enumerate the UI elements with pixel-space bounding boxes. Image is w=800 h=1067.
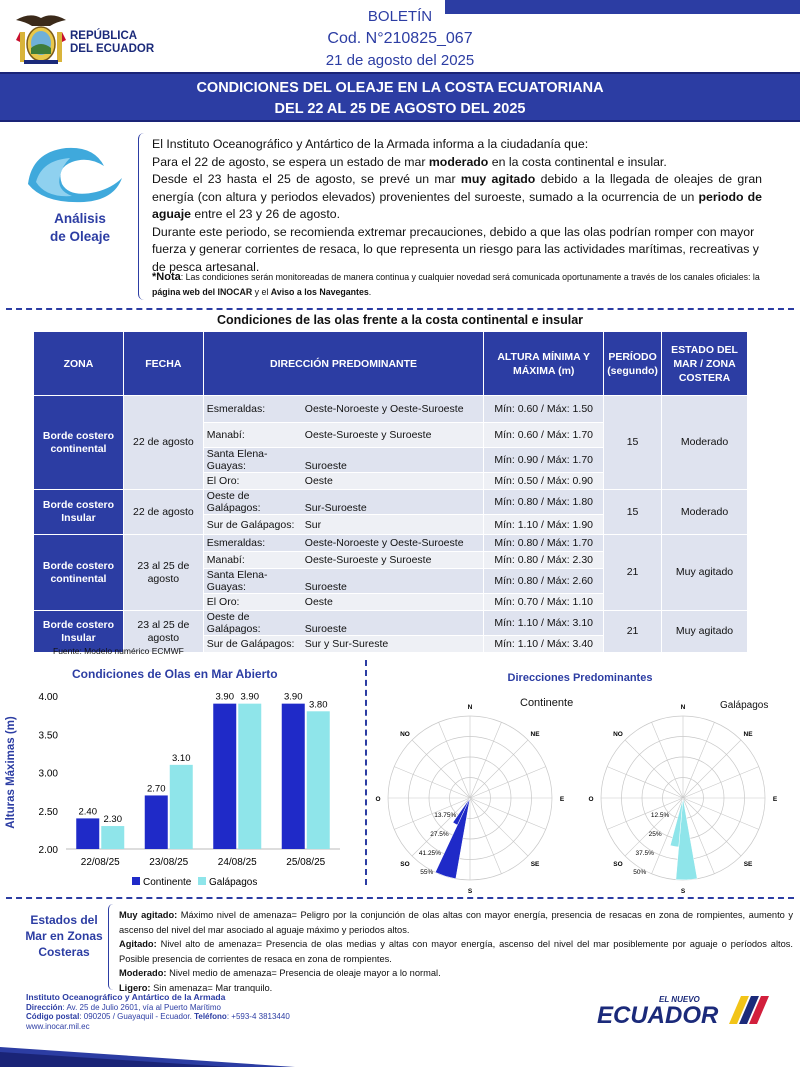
direction-cell: Oeste de Galápagos: Sur-Suroeste bbox=[203, 490, 484, 515]
state-cell: Muy agitado bbox=[662, 611, 748, 653]
rose-direction-label: E bbox=[772, 796, 778, 803]
footer-postal: Código postal: 090205 / Guayaquil - Ecuador. Teléfono: +593-4 3813440 bbox=[26, 1012, 290, 1021]
rose-ring-label: 50% bbox=[633, 869, 647, 877]
intro-p2: Para el 22 de agosto, se espera un estado de mar moderado en la costa continental e insular. bbox=[152, 154, 667, 169]
rose-direction-label: E bbox=[559, 796, 565, 803]
bar-value-label: 3.80 bbox=[309, 699, 328, 711]
height-cell: Mín: 0.80 / Máx: 2.60 bbox=[484, 569, 604, 594]
rose-chart-continente bbox=[375, 698, 565, 898]
rose-spoke bbox=[470, 798, 528, 856]
height-cell: Mín: 0.80 / Máx: 1.80 bbox=[484, 490, 604, 515]
rose-ring-label: 37.5% bbox=[635, 850, 654, 858]
footer bbox=[26, 993, 290, 1031]
rose-direction-label: SO bbox=[400, 861, 410, 869]
height-cell: Mín: 0.60 / Máx: 1.50 bbox=[484, 396, 604, 423]
y-tick-label: 2.50 bbox=[38, 806, 58, 818]
footer-institution: Instituto Oceanográfico y Antártico de la Armada bbox=[26, 992, 226, 1002]
period-cell: 15 bbox=[604, 396, 662, 490]
sea-states-legend bbox=[119, 908, 793, 995]
rose-direction-label: S bbox=[467, 888, 473, 895]
col-direction: DIRECCIÓN PREDOMINANTE bbox=[203, 332, 484, 396]
state-cell: Moderado bbox=[662, 490, 748, 535]
date-cell: 22 de agosto bbox=[123, 396, 203, 490]
x-tick-label: 24/08/25 bbox=[217, 857, 257, 868]
bar-galápagos bbox=[170, 765, 193, 849]
y-tick-label: 4.00 bbox=[38, 692, 58, 703]
intro-p4: Durante este periodo, se recomienda extremar precauciones, debido a que las olas podrían romper con mayor fuerza y generar corrientes de resaca, lo que representa un riesgo para las actividades marítimas, recreativas y de pesca artesanal. bbox=[152, 224, 759, 274]
rose-spoke bbox=[412, 740, 470, 798]
bar-chart bbox=[0, 682, 360, 892]
rose-chart-title: Direcciones Predominantes bbox=[507, 672, 653, 684]
date-cell: 23 al 25 de agosto bbox=[123, 535, 203, 611]
height-cell: Mín: 0.50 / Máx: 0.90 bbox=[484, 473, 604, 490]
rose-direction-label: N bbox=[680, 704, 686, 711]
col-date: FECHA bbox=[123, 332, 203, 396]
bar-value-label: 3.90 bbox=[240, 691, 259, 703]
direction-cell: Esmeraldas: Oeste-Noroeste y Oeste-Suroeste bbox=[203, 535, 484, 552]
rose-direction-label: SE bbox=[743, 861, 753, 869]
col-period: PERÍODO (segundo) bbox=[604, 332, 662, 396]
rose-spoke bbox=[625, 798, 683, 856]
bar-value-label: 2.40 bbox=[78, 806, 97, 818]
direction-cell: Manabí: Oeste-Suroeste y Suroeste bbox=[203, 552, 484, 569]
period-cell: 15 bbox=[604, 490, 662, 535]
height-cell: Mín: 1.10 / Máx: 3.10 bbox=[484, 611, 604, 636]
table-row bbox=[34, 490, 748, 515]
legend-swatch bbox=[198, 877, 206, 885]
rose-direction-label: N bbox=[467, 704, 473, 711]
bulletin-label: BOLETÍN bbox=[367, 8, 433, 25]
zone-cell: Borde costero continental bbox=[34, 535, 124, 611]
y-tick-label: 2.00 bbox=[38, 845, 58, 856]
height-cell: Mín: 0.70 / Máx: 1.10 bbox=[484, 594, 604, 611]
bar-value-label: 3.90 bbox=[215, 691, 234, 703]
svg-text:ECUADOR: ECUADOR bbox=[597, 1002, 719, 1028]
footer-decoration-dark bbox=[0, 1052, 230, 1067]
rose-spoke bbox=[683, 740, 741, 798]
chart-divider bbox=[365, 660, 367, 885]
legend-label: Galápagos bbox=[209, 877, 258, 888]
bar-continente bbox=[76, 818, 99, 849]
col-zone: ZONA bbox=[34, 332, 124, 396]
x-tick-label: 25/08/25 bbox=[286, 857, 326, 868]
date-cell: 23 al 25 de agosto bbox=[123, 611, 203, 653]
rose-ring-label: 12.5% bbox=[650, 812, 670, 820]
rose-direction-label: NE bbox=[743, 730, 753, 738]
intro-p1: El Instituto Oceanográfico y Antártico de la Armada informa a la ciudadanía que: bbox=[152, 137, 589, 151]
bar-chart-title: Condiciones de Olas en Mar Abierto bbox=[72, 667, 278, 681]
rose-direction-label: SE bbox=[530, 861, 540, 869]
height-cell: Mín: 0.80 / Máx: 1.70 bbox=[484, 535, 604, 552]
wave-icon bbox=[22, 140, 126, 204]
period-cell: 21 bbox=[604, 535, 662, 611]
legend-swatch bbox=[132, 877, 140, 885]
section-divider bbox=[6, 308, 794, 310]
zone-cell: Borde costero Insular bbox=[34, 611, 124, 653]
footer-address: Dirección: Av. 25 de Julio 2601, vía al Puerto Marítimo bbox=[26, 1002, 221, 1012]
analysis-text bbox=[152, 136, 762, 276]
direction-cell: Oeste de Galápagos: Suroeste bbox=[203, 611, 484, 636]
rose-direction-label: O bbox=[588, 796, 594, 803]
rose-direction-label: SO bbox=[613, 861, 623, 869]
intro-p3: Desde el 23 hasta el 25 de agosto, se prevé un mar muy agitado debido a la llegada de oleajes de gran energía (con altura y periodos elevados) provenientes del suroeste, sumado a la ocurrencia de un periodo de aguaje entre el 23 y 26 de agosto. bbox=[152, 172, 762, 221]
bar-galápagos bbox=[238, 704, 261, 849]
table-row bbox=[34, 535, 748, 552]
svg-text:EL NUEVO: EL NUEVO bbox=[659, 995, 700, 1004]
col-height: ALTURA MÍNIMA Y MÁXIMA (m) bbox=[484, 332, 604, 396]
bar-galápagos bbox=[307, 711, 330, 849]
state-cell: Muy agitado bbox=[662, 535, 748, 611]
table-row bbox=[34, 396, 748, 423]
rose-ring-label: 41.25% bbox=[418, 850, 441, 858]
height-cell: Mín: 1.10 / Máx: 3.40 bbox=[484, 636, 604, 653]
coat-of-arms-icon bbox=[12, 10, 70, 68]
zone-cell: Borde costero continental bbox=[34, 396, 124, 490]
height-cell: Mín: 0.60 / Máx: 1.70 bbox=[484, 423, 604, 448]
rose-ring-label: 25% bbox=[648, 831, 662, 839]
state-cell: Moderado bbox=[662, 396, 748, 490]
x-tick-label: 23/08/25 bbox=[149, 857, 189, 868]
direction-cell: Esmeraldas: Oeste-Noroeste y Oeste-Suroeste bbox=[203, 396, 484, 423]
direction-cell: Santa Elena-Guayas: Suroeste bbox=[203, 569, 484, 594]
wave-conditions-table bbox=[33, 331, 748, 653]
analysis-label: Análisis de Oleaje bbox=[49, 211, 111, 244]
rose-ring-label: 13.75% bbox=[434, 812, 457, 820]
table-source: Fuente: Modelo numérico ECMWF bbox=[53, 646, 184, 656]
direction-cell: Sur de Galápagos: Sur bbox=[203, 515, 484, 535]
intro-brace bbox=[138, 133, 150, 300]
rose-spoke bbox=[625, 740, 683, 798]
rose-direction-label: NO bbox=[613, 730, 623, 738]
bar-continente bbox=[213, 704, 236, 849]
zone-cell: Borde costero Insular bbox=[34, 490, 124, 535]
rose-continente-label: Continente bbox=[520, 697, 574, 709]
rose-galapagos-label: Galápagos bbox=[720, 700, 769, 711]
y-tick-label: 3.00 bbox=[38, 768, 58, 780]
col-state: ESTADO DEL MAR / ZONA COSTERA bbox=[662, 332, 748, 396]
country-name: REPÚBLICA DEL ECUADOR bbox=[70, 30, 155, 55]
state-agitado: Agitado: Nivel alto de amenaza= Presencia de olas medias y altas con mayor energía, ascenso del nivel del mar posiblemente por aguaje o períodos altos. Posible presencia de corrientes de resaca en zona de rompientes. bbox=[119, 939, 793, 964]
height-cell: Mín: 1.10 / Máx: 1.90 bbox=[484, 515, 604, 535]
y-axis-label: Alturas Máximas (m) bbox=[5, 716, 17, 829]
rose-direction-label: NO bbox=[400, 730, 410, 738]
rose-direction-label: O bbox=[375, 796, 381, 803]
direction-cell: Sur de Galápagos: Sur y Sur-Sureste bbox=[203, 636, 484, 653]
bulletin-date: 21 de agosto del 2025 bbox=[325, 52, 475, 69]
bar-value-label: 3.10 bbox=[172, 752, 191, 764]
bar-continente bbox=[145, 795, 168, 849]
section-divider-2 bbox=[6, 897, 794, 899]
rose-ring-label: 27.5% bbox=[430, 831, 449, 839]
direction-cell: El Oro: Oeste bbox=[203, 594, 484, 611]
state-ligero: Ligero: Sin amenaza= Mar tranquilo. bbox=[119, 982, 273, 993]
direction-cell: Manabí: Oeste-Suroeste y Suroeste bbox=[203, 423, 484, 448]
state-moderado: Moderado: Nivel medio de amenaza= Presencia de oleaje mayor a lo normal. bbox=[119, 968, 441, 978]
bar-galápagos bbox=[101, 826, 124, 849]
rose-direction-label: NE bbox=[530, 730, 540, 738]
rose-chart-galapagos bbox=[588, 698, 778, 898]
rose-direction-label: S bbox=[680, 888, 686, 895]
bar-value-label: 2.70 bbox=[147, 783, 166, 795]
legend-label: Continente bbox=[143, 877, 192, 888]
page-title: CONDICIONES DEL OLEAJE EN LA COSTA ECUATORIANA DEL 22 AL 25 DE AGOSTO DEL 2025 bbox=[0, 72, 800, 122]
bulletin-code: Cod. N°210825_067 bbox=[327, 30, 473, 47]
note: *Nota: Las condiciones serán monitoreadas de manera continua y cualquier novedad será comunicada oportunamente a través de los canales oficiales: la página web del INOCAR y el Aviso a los Navegantes. bbox=[152, 271, 760, 297]
y-tick-label: 3.50 bbox=[38, 730, 58, 742]
states-label: Estados del Mar en Zonas Costeras bbox=[25, 913, 103, 959]
period-cell: 21 bbox=[604, 611, 662, 653]
height-cell: Mín: 0.80 / Máx: 2.30 bbox=[484, 552, 604, 569]
x-tick-label: 22/08/25 bbox=[80, 857, 120, 868]
el-nuevo-ecuador-logo bbox=[597, 992, 777, 1028]
direction-cell: El Oro: Oeste bbox=[203, 473, 484, 490]
state-muy-agitado: Muy agitado: Máximo nivel de amenaza= Peligro por la conjunción de olas altas con mayor energía, presencia de resacas en zona de rompientes, aumento y ascenso del nivel del mar asociado al aguaje máximo y periodos altos. bbox=[119, 910, 793, 935]
height-cell: Mín: 0.90 / Máx: 1.70 bbox=[484, 448, 604, 473]
bar-value-label: 3.90 bbox=[284, 691, 303, 703]
direction-cell: Santa Elena-Guayas: Suroeste bbox=[203, 448, 484, 473]
table-row bbox=[34, 611, 748, 636]
bar-continente bbox=[282, 704, 305, 849]
table-title: Condiciones de las olas frente a la costa continental e insular bbox=[216, 313, 584, 327]
footer-web[interactable]: www.inocar.mil.ec bbox=[26, 1021, 90, 1031]
date-cell: 22 de agosto bbox=[123, 490, 203, 535]
states-brace bbox=[108, 904, 118, 990]
bar-value-label: 2.30 bbox=[103, 814, 122, 826]
rose-ring-label: 55% bbox=[420, 869, 434, 877]
rose-spoke bbox=[470, 740, 528, 798]
